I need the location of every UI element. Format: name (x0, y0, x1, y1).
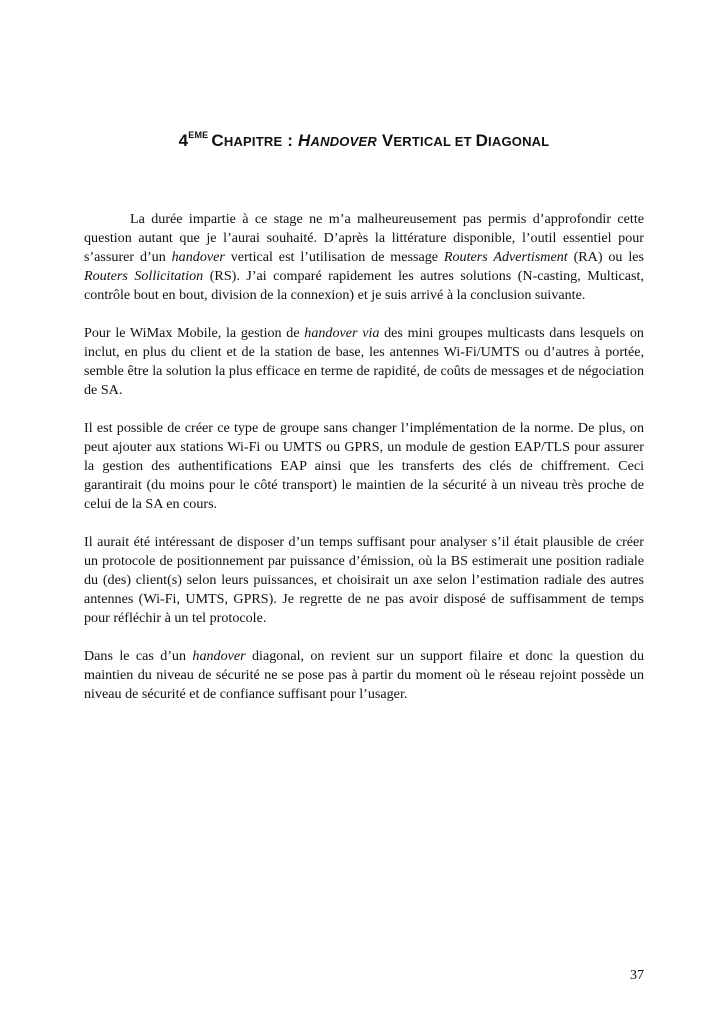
paragraph-1-text-1: La durée impartie à ce stage ne m’a malheureusement pas permis d’approfondir cette question autant que je l’aurai souhaité. D’après la littérature disponible, l’outil essentiel pour s’assurer d’un (84, 211, 644, 265)
paragraph-1-text-2: vertical est l’utilisation de message (224, 249, 444, 265)
title-word-3-rest: ERTICAL ET (393, 134, 476, 149)
paragraph-2-text-1: Pour le WiMax Mobile, la gestion de (84, 325, 305, 341)
paragraph-1-italic-ra: Routers Advertisment (443, 249, 568, 265)
paragraph-5-text-2: diagonal, on revient sur un support filaire et donc la question du maintien du niveau de sécurité ne se pose pas à partir du moment où le réseau rejoint possède un niveau de sécurité et de confiance suffisant pour l’usager. (84, 648, 644, 702)
paragraph-3 (84, 419, 644, 514)
title-word-1-rest: HAPITRE (223, 134, 283, 149)
paragraph-5-text-1: Dans le cas d’un (84, 648, 193, 664)
paragraph-1 (84, 210, 644, 305)
page-number: 37 (630, 968, 644, 983)
paragraph-5-italic-handover: handover (192, 648, 246, 664)
body-text (84, 210, 644, 723)
paragraph-5 (84, 647, 644, 704)
paragraph-1-italic-rs: Routers Sollicitation (84, 268, 204, 284)
title-word-3-initial: V (376, 131, 394, 150)
chapter-title (84, 130, 644, 151)
title-word-4-rest: IAGONAL (488, 134, 550, 149)
paragraph-4-text-1: Il aurait été intéressant de disposer d’un temps suffisant pour analyser s’il était plausible de créer un protocole de positionnement par puissance d’émission, où la BS estimerait une position radiale du (des) client(s) selon leurs puissances, et choisirait un axe selon l’estimation radiale des autres antennes (Wi-Fi, UMTS, GPRS). Je regrette de ne pas avoir disposé de suffisamment de temps pour réfléchir à un tel protocole. (84, 534, 644, 626)
title-word-2-rest: ANDOVER (310, 134, 377, 149)
paragraph-3-text-1: Il est possible de créer ce type de groupe sans changer l’implémentation de la norme. De plus, on peut ajouter aux stations Wi-Fi ou UMTS ou GPRS, un module de gestion EAP/TLS pour assurer la gestion des authentifications EAP ainsi que les transferts des clés de chiffrement. Ceci garantirait (du moins pour le côté transport) le maintien de la sécurité à un niveau très proche de celui de la SA en cours. (84, 420, 644, 512)
chapter-number: 4 (178, 131, 189, 150)
title-word-2-initial: H (298, 131, 311, 150)
paragraph-4 (84, 533, 644, 628)
paragraph-2-italic-handover-via: handover via (304, 325, 380, 341)
paragraph-1-italic-handover: handover (171, 249, 225, 265)
title-colon: : (282, 131, 299, 150)
title-word-4-initial: D (475, 131, 489, 150)
paragraph-2 (84, 324, 644, 400)
paragraph-1-text-4: (RS). J’ai comparé rapidement les autres solutions (N-casting, Multicast, contrôle bout en bout, division de la connexion) et je suis arrivé à la conclusion suivante. (84, 268, 644, 303)
chapter-number-superscript: EME (188, 130, 209, 140)
title-word-1-initial: C (211, 131, 224, 150)
paragraph-1-text-3: (RA) ou les (567, 249, 644, 265)
paragraph-2-text-2: des mini groupes multicasts dans lesquels on inclut, en plus du client et de la station de base, les antennes Wi-Fi/UMTS ou d’autres à portée, semble être la solution la plus efficace en terme de rapidité, de coûts de messages et de négociation de SA. (84, 325, 644, 398)
